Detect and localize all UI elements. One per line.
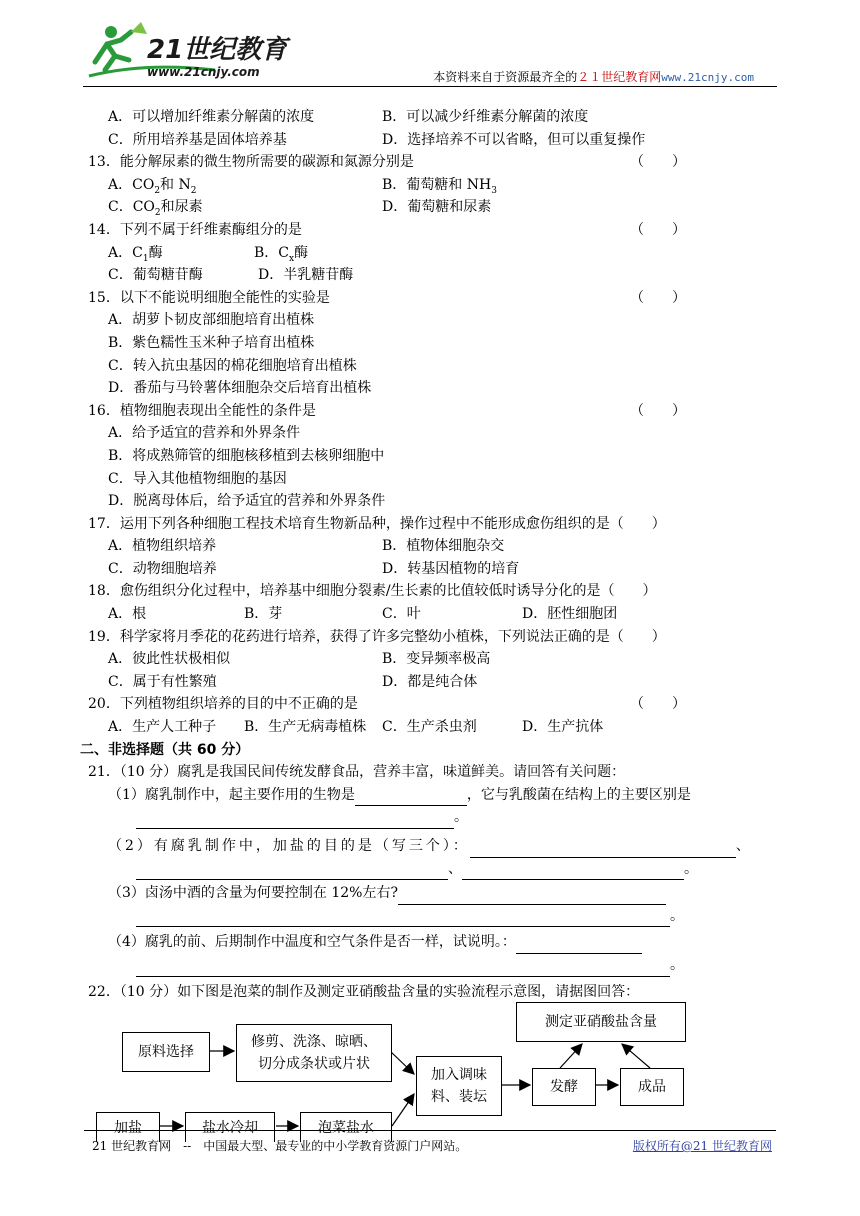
step-raw-material: 原料选择 <box>122 1032 210 1072</box>
q17-option-c: C．动物细胞培养 <box>108 560 217 577</box>
q17-option-d: D．转基因植物的培育 <box>382 560 520 577</box>
q19-option-c: C．属于有性繁殖 <box>108 673 217 690</box>
step-add-salt: 加盐 <box>96 1112 160 1142</box>
q13-option-a: A．$CO_2$和 $N_2$ <box>108 176 197 196</box>
logo-text: 21世纪教育 <box>147 35 288 65</box>
q20-option-a: A．生产人工种子 <box>108 719 217 736</box>
q21-period-2: 。 <box>684 860 698 877</box>
q20-answer-paren: （ ） <box>630 696 686 713</box>
step-cool-brine: 盐水冷却 <box>185 1112 275 1142</box>
q13-option-b: B．葡萄糖和 $NH_3$ <box>382 176 497 196</box>
q19-stem: 19．科学家将月季花的花药进行培养，获得了许多完整幼小植株，下列说法正确的是（ ） <box>88 628 666 645</box>
arrow-product-to-measure <box>622 1044 650 1068</box>
q21-comma-1: 、 <box>735 838 750 854</box>
step-product: 成品 <box>620 1068 684 1106</box>
q19-option-b: B．变异频率极高 <box>382 651 491 668</box>
q14-text: 14．下列不属于纤维素酶组分的是 <box>88 221 302 238</box>
q14-answer-paren: （ ） <box>630 221 686 238</box>
q15-text: 15．以下不能说明细胞全能性的实验是 <box>88 289 330 306</box>
q20-option-d: D．生产抗体 <box>522 719 604 736</box>
q16-option-a: A．给予适宜的营养和外界条件 <box>108 425 301 442</box>
step-ferment: 发酵 <box>532 1068 596 1106</box>
step-season: 加入调味 料、装坛 <box>416 1056 502 1116</box>
q20-text: 20．下列植物组织培养的目的中不正确的是 <box>88 696 358 713</box>
q16-option-b: B．将成熟筛管的细胞核移植到去核卵细胞中 <box>108 447 385 464</box>
q15-answer-paren: （ ） <box>630 289 686 306</box>
q15-option-c: C．转入抗虫基因的棉花细胞培育出植株 <box>108 357 357 374</box>
q21-stem: 21．（10 分）腐乳是我国民间传统发酵食品，营养丰富，味道鲜美。请回答有关问题： <box>88 764 626 781</box>
q21-part3-text: （3）卤汤中酒的含量为何要控制在 12%左右? <box>108 885 398 902</box>
q13-text: 13．能分解尿素的微生物所需要的碳源和氮源分别是 <box>88 154 414 171</box>
header-source-url[interactable]: www.21cnjy.com <box>661 71 754 84</box>
q12-option-b: B．可以减少纤维素分解菌的浓度 <box>382 109 589 125</box>
q15-option-a: A．胡萝卜韧皮部细胞培育出植株 <box>108 312 315 329</box>
header-source-site[interactable]: ２１世纪教育网 <box>577 70 662 84</box>
q18-option-d: D．胚性细胞团 <box>522 606 618 623</box>
q17-option-a: A．植物组织培养 <box>108 538 217 555</box>
footer-copyright-link[interactable]: 版权所有@21 世纪教育网 <box>632 1139 772 1153</box>
q18-option-a: A．根 <box>108 606 147 623</box>
q20-option-c: C．生产杀虫剂 <box>382 719 477 736</box>
step-measure-nitrite: 测定亚硝酸盐含量 <box>516 1002 686 1042</box>
q13-answer-paren: （ ） <box>630 154 686 171</box>
q12-option-a: A．可以增加纤维素分解菌的浓度 <box>108 109 315 125</box>
step-pickle-brine: 泡菜盐水 <box>300 1112 392 1142</box>
q13-option-c: C．$CO_2$和尿素 <box>108 199 203 219</box>
q21-part4-text: （4）腐乳的前、后期制作中温度和空气条件是否一样，试说明。： <box>108 934 516 951</box>
q19-option-d: D．都是纯合体 <box>382 673 478 690</box>
q15-option-d: D．番茄与马铃薯体细胞杂交后培育出植株 <box>108 380 372 397</box>
q21-part2-text: （2）有腐乳制作中，加盐的目的是（写三个）： <box>108 838 470 854</box>
q15-option-b: B．紫色糯性玉米种子培育出植株 <box>108 334 315 351</box>
q21-period-3: 。 <box>670 907 684 924</box>
q14-option-a: A．$C_1$酶 <box>108 244 163 264</box>
section-heading: 二、非选择题（共 60 分） <box>80 741 250 758</box>
q16-text: 16．植物细胞表现出全能性的条件是 <box>88 402 316 419</box>
arrow-trim-to-season <box>390 1051 414 1074</box>
logo-url: www.21cnjy.com <box>147 65 260 79</box>
q21-part1-text-a: （1）腐乳制作中，起主要作用的生物是 <box>108 786 355 803</box>
q12-option-c: C．所用培养基是固体培养基 <box>108 131 287 148</box>
footer-divider <box>84 1130 776 1131</box>
q17-stem: 17．运用下列各种细胞工程技术培育生物新品种，操作过程中不能形成愈伤组织的是（ ） <box>88 515 666 532</box>
q19-option-a: A．彼此性状极相似 <box>108 651 231 668</box>
header-source-prefix: 本资料来自于资源最齐全的 <box>433 70 578 84</box>
q12-option-d: D．选择培养不可以省略，但可以重复操作 <box>382 131 646 148</box>
arrow-brine-to-season <box>392 1094 414 1126</box>
q20-option-b: B．生产无病毒植株 <box>244 719 367 736</box>
q18-option-c: C．叶 <box>382 606 421 623</box>
footer-text: 21 世纪教育网 -- 中国最大型、最专业的中小学教育资源门户网站。 <box>92 1139 468 1153</box>
q22-stem: 22．（10 分）如下图是泡菜的制作及测定亚硝酸盐含量的实验流程示意图，请据图回答： <box>88 983 640 1000</box>
q21-period: 。 <box>454 809 468 826</box>
q21-period-4: 。 <box>670 956 684 973</box>
q18-stem: 18．愈伤组织分化过程中，培养基中细胞分裂素/生长素的比值较低时诱导分化的是（ ） <box>88 583 657 600</box>
q18-option-b: B．芽 <box>244 606 283 623</box>
step-trim-wash: 修剪、洗涤、晾晒、 切分成条状或片状 <box>236 1024 392 1082</box>
q21-comma-2: 、 <box>448 860 462 877</box>
arrow-ferment-to-measure <box>560 1044 582 1068</box>
q17-option-b: B．植物体细胞杂交 <box>382 538 505 555</box>
q14-option-c: C．葡萄糖苷酶 <box>108 267 203 284</box>
q16-option-d: D．脱离母体后，给予适宜的营养和外界条件 <box>108 493 386 510</box>
q16-option-c: C．导入其他植物细胞的基因 <box>108 470 287 487</box>
q14-option-b: B．$C_x$酶 <box>254 244 309 264</box>
q14-option-d: D．半乳糖苷酶 <box>258 267 354 284</box>
q16-answer-paren: （ ） <box>630 402 686 419</box>
q13-option-d: D．葡萄糖和尿素 <box>382 199 492 216</box>
q21-part1-text-b: ，它与乳酸菌在结构上的主要区别是 <box>466 786 691 803</box>
